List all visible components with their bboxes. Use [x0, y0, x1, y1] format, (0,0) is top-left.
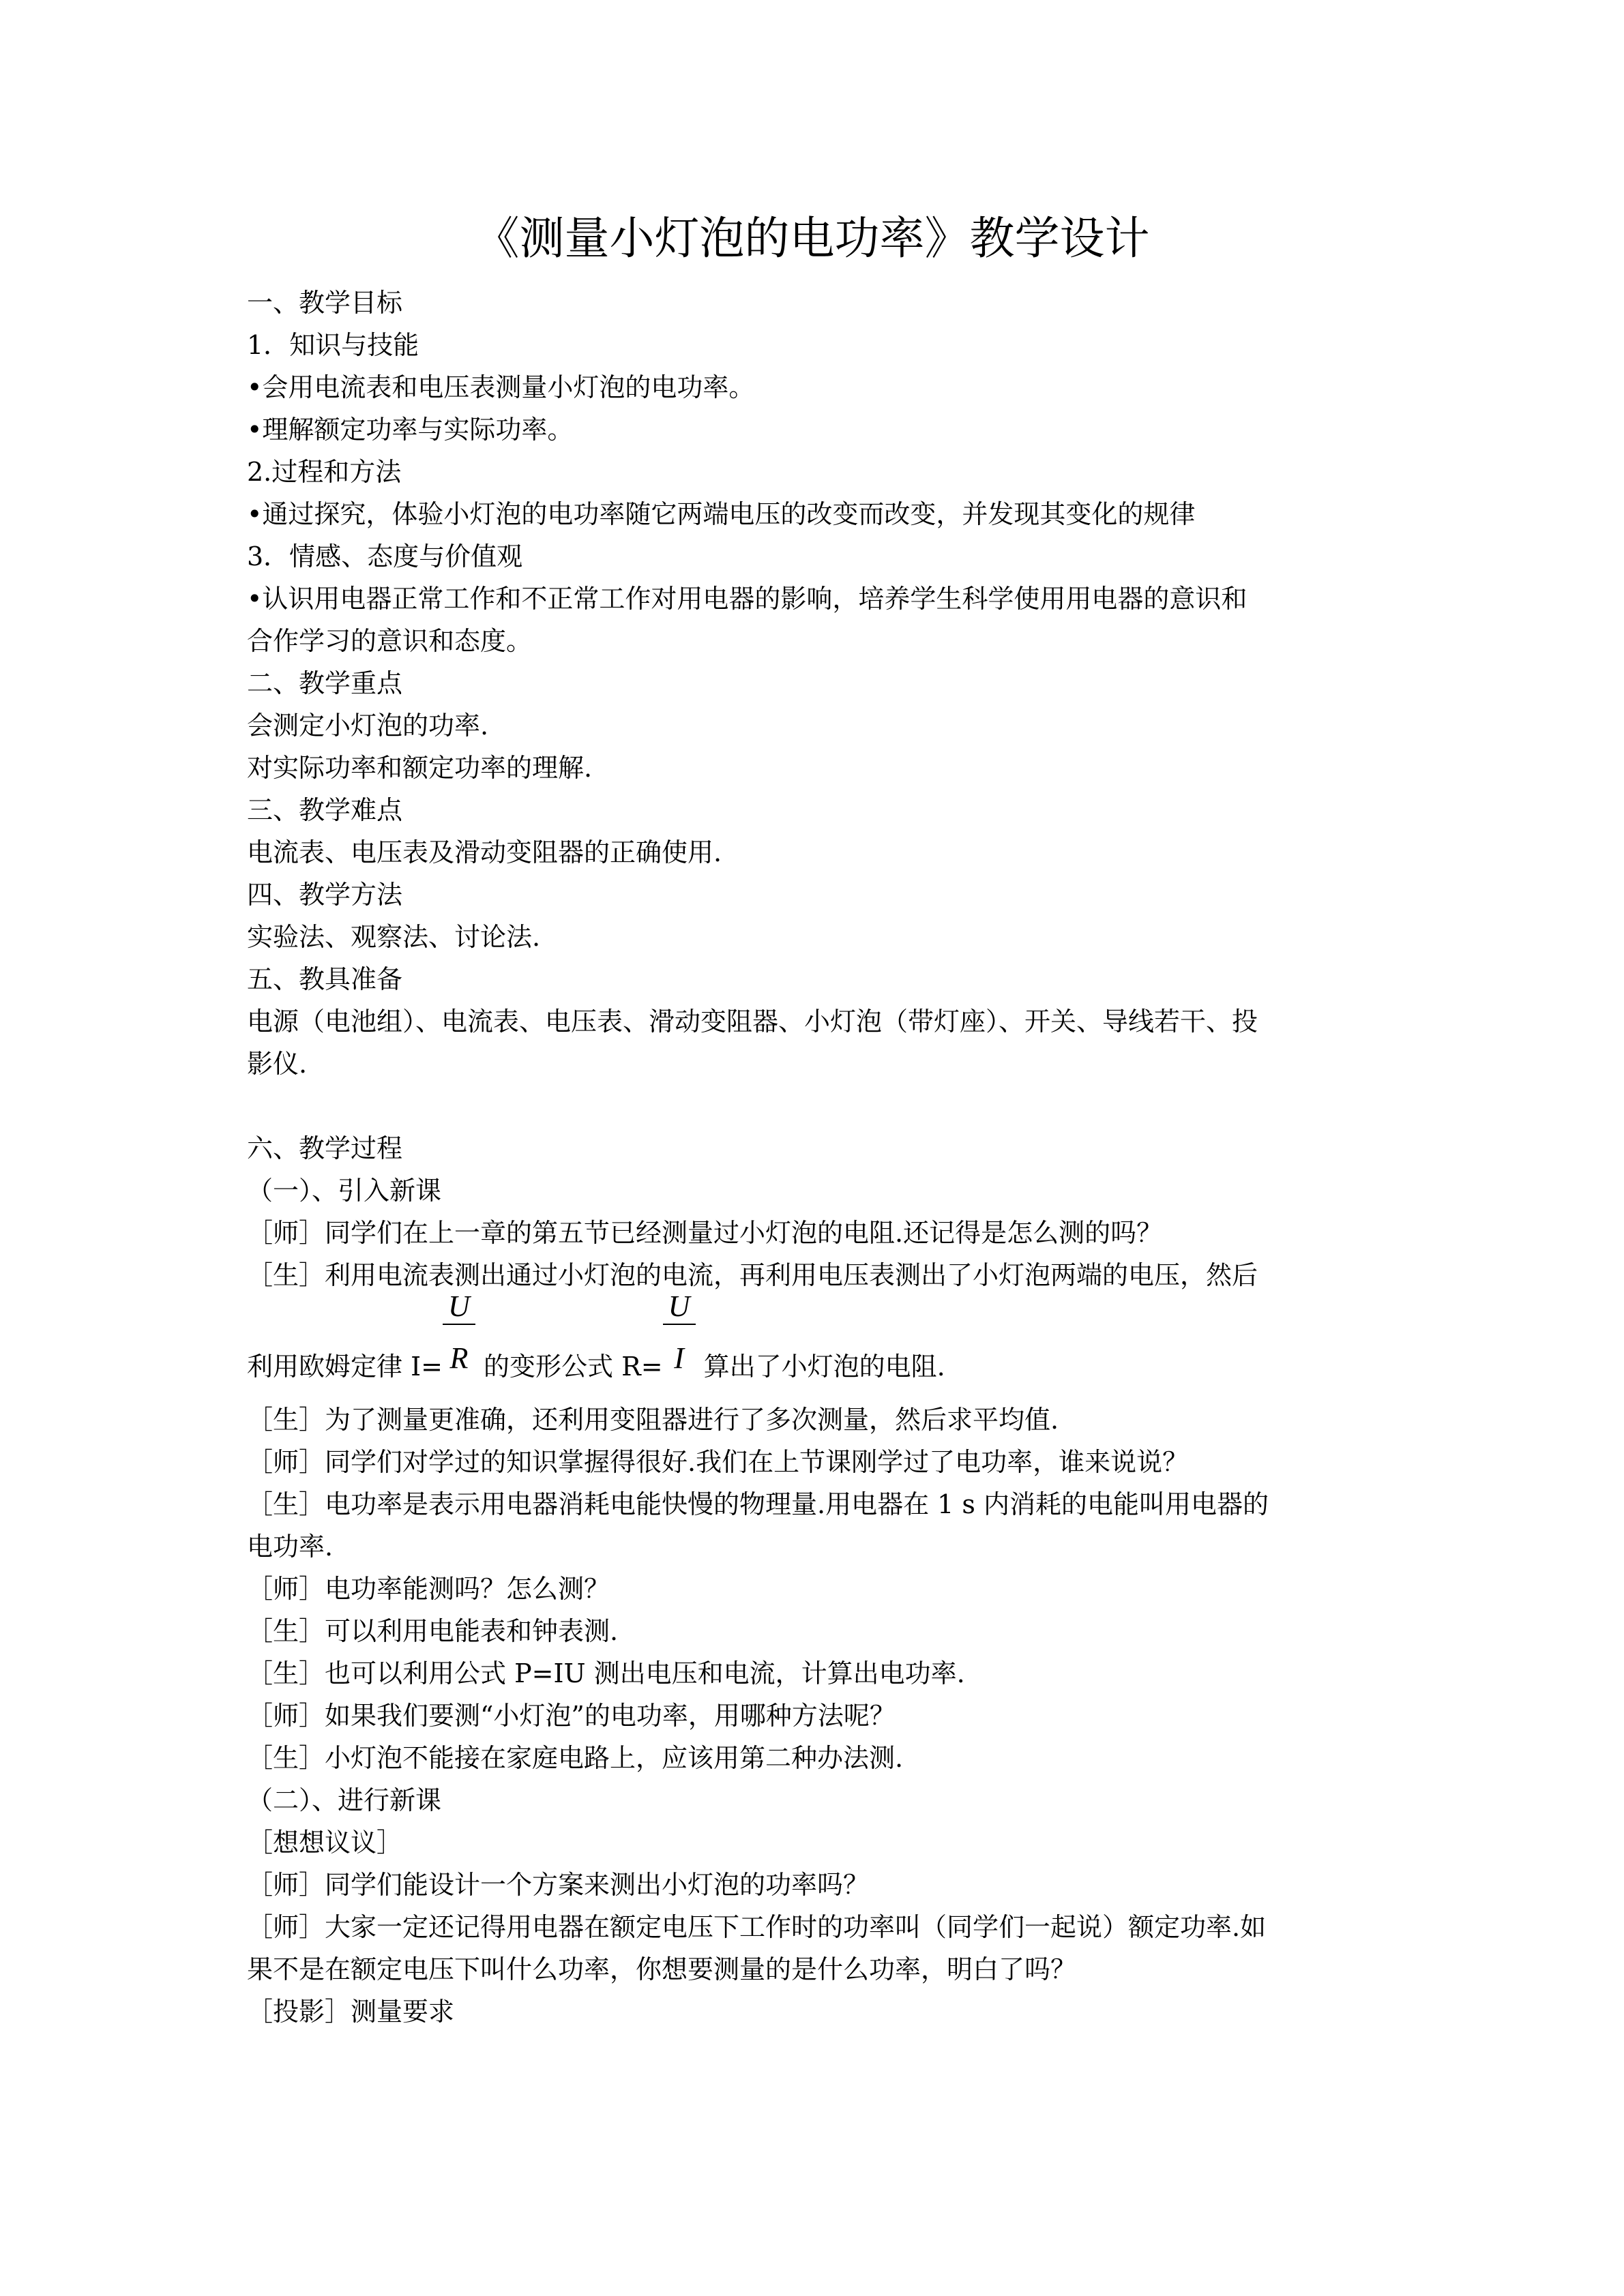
paragraph-line: 影仪. — [247, 1049, 308, 1079]
heading-equipment: 五、教具准备 — [247, 964, 403, 994]
formula-part1: 利用欧姆定律 I= — [247, 1352, 443, 1382]
paragraph-line: 对实际功率和额定功率的理解. — [247, 753, 593, 783]
heading-process: 六、教学过程 — [247, 1133, 403, 1163]
dialogue-line: ［师］电功率能测吗？怎么测？ — [247, 1574, 610, 1604]
heading-methods: 四、教学方法 — [247, 880, 403, 910]
dialogue-line: ［师］同学们对学过的知识掌握得很好.我们在上节课刚学过了电功率，谁来说说？ — [247, 1447, 1189, 1477]
dialogue-line: ［师］如果我们要测“小灯泡”的电功率，用哪种方法呢？ — [247, 1701, 896, 1731]
formula-part2: 的变形公式 R= — [475, 1352, 663, 1382]
subheading-process-method: 2.过程和方法 — [247, 457, 402, 487]
fraction-u-over-i — [663, 1289, 696, 1375]
section-label: ［想想议议］ — [247, 1828, 403, 1858]
fraction-u-over-r — [443, 1289, 475, 1375]
dialogue-line: ［生］电功率是表示用电器消耗电能快慢的物理量.用电器在 1 s 内消耗的电能叫用电器的 — [247, 1489, 1269, 1519]
paragraph-line: 合作学习的意识和态度。 — [247, 626, 533, 656]
formula-line — [247, 1289, 1379, 1399]
fraction-denominator: I — [674, 1341, 684, 1375]
paragraph-line: 电流表、电压表及滑动变阻器的正确使用. — [247, 837, 722, 867]
paragraph-line: 会测定小灯泡的功率. — [247, 711, 489, 741]
dialogue-line: ［生］可以利用电能表和钟表测. — [247, 1616, 619, 1646]
fraction-numerator: U — [443, 1289, 475, 1325]
dialogue-line: ［生］利用电流表测出通过小灯泡的电流，再利用电压表测出了小灯泡两端的电压，然后 — [247, 1260, 1258, 1290]
blank-line — [247, 1085, 1379, 1127]
subheading-new-lesson: （二）、进行新课 — [247, 1785, 442, 1815]
dialogue-line: ［师］同学们在上一章的第五节已经测量过小灯泡的电阻.还记得是怎么测的吗？ — [247, 1218, 1163, 1248]
subheading-knowledge-skills: 1．知识与技能 — [247, 330, 419, 360]
paragraph-line: 实验法、观察法、讨论法. — [247, 922, 541, 952]
dialogue-line: ［生］也可以利用公式 P=IU 测出电压和电流，计算出电功率. — [247, 1658, 965, 1688]
paragraph-line: 电源（电池组）、电流表、电压表、滑动变阻器、小灯泡（带灯座）、开关、导线若干、投 — [247, 1007, 1258, 1037]
paragraph-line: 电功率. — [247, 1532, 334, 1562]
dialogue-line: ［师］同学们能设计一个方案来测出小灯泡的功率吗？ — [247, 1870, 870, 1900]
bullet-awareness: •认识用电器正常工作和不正常工作对用电器的影响，培养学生科学使用用电器的意识和 — [247, 584, 1247, 614]
formula-part3: 算出了小灯泡的电阻. — [695, 1352, 945, 1382]
heading-objectives: 一、教学目标 — [247, 288, 403, 318]
paragraph-line: 果不是在额定电压下叫什么功率，你想要测量的是什么功率，明白了吗？ — [247, 1954, 1077, 1984]
section-label: ［投影］测量要求 — [247, 1997, 455, 2027]
dialogue-line: ［生］为了测量更准确，还利用变阻器进行了多次测量，然后求平均值. — [247, 1405, 1059, 1435]
heading-difficulties: 三、教学难点 — [247, 795, 403, 825]
subheading-attitude-values: 3．情感、态度与价值观 — [247, 541, 523, 571]
subheading-intro: （一）、引入新课 — [247, 1176, 442, 1206]
fraction-numerator: U — [663, 1289, 696, 1325]
formula-text — [247, 1289, 945, 1384]
bullet-measure-power: •会用电流表和电压表测量小灯泡的电功率。 — [247, 372, 755, 402]
bullet-explore: •通过探究，体验小灯泡的电功率随它两端电压的改变而改变，并发现其变化的规律 — [247, 499, 1196, 529]
dialogue-line: ［师］大家一定还记得用电器在额定电压下工作时的功率叫（同学们一起说）额定功率.如 — [247, 1912, 1267, 1942]
heading-key-points: 二、教学重点 — [247, 668, 403, 698]
bullet-rated-actual: •理解额定功率与实际功率。 — [247, 415, 574, 445]
document-title: 《测量小灯泡的电功率》教学设计 — [474, 212, 1150, 265]
dialogue-line: ［生］小灯泡不能接在家庭电路上，应该用第二种办法测. — [247, 1743, 904, 1773]
document-body — [247, 282, 1379, 2033]
fraction-denominator: R — [449, 1341, 469, 1375]
